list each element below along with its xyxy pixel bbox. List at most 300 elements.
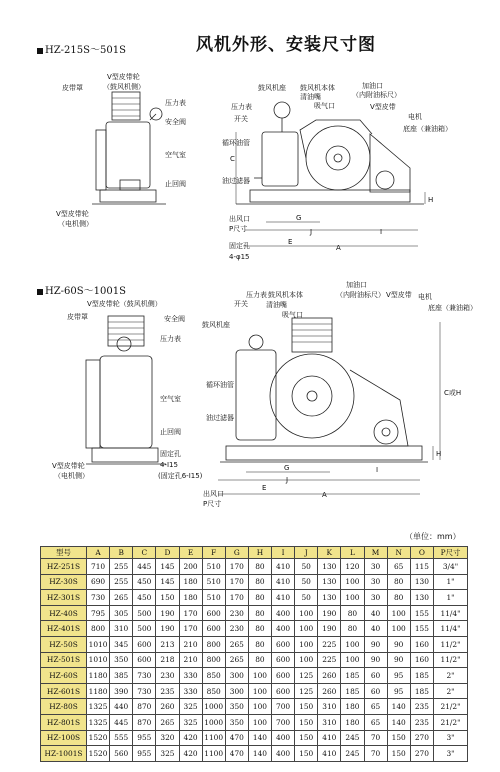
- label-belt-cover-1: 皮带罩: [62, 84, 83, 92]
- label-v-pulley-fan-side-1: （鼓风机侧）: [103, 83, 145, 91]
- label-v-pulley-fan-1: V型皮带轮: [107, 73, 140, 81]
- table-cell: 150: [156, 590, 179, 606]
- label-oil-fill-sub-2: （内附油标尺）: [336, 291, 385, 299]
- table-cell: 420: [179, 746, 202, 762]
- table-cell: 330: [179, 683, 202, 699]
- table-cell: 170: [225, 559, 248, 575]
- table-cell: 80: [248, 590, 271, 606]
- fan-housing: [306, 126, 370, 190]
- table-cell: 3/4": [434, 559, 468, 575]
- column-header: A: [87, 547, 110, 559]
- table-cell: 100: [341, 636, 364, 652]
- table-cell: 11/2": [434, 636, 468, 652]
- column-header: I: [272, 547, 295, 559]
- label-check-valve-1: 止回阀: [165, 180, 186, 188]
- belt-cover-shape-2: [86, 360, 100, 448]
- column-header: G: [225, 547, 248, 559]
- table-cell: 325: [179, 699, 202, 715]
- table-cell: 1520: [87, 730, 110, 746]
- label-outlet-1: 出风口: [229, 215, 250, 223]
- table-cell: 90: [387, 636, 410, 652]
- table-cell: 245: [341, 730, 364, 746]
- table-cell: 795: [87, 605, 110, 621]
- pressure-gauge-2-icon: [117, 337, 131, 351]
- section2-label-text: HZ-60S～1001S: [45, 286, 126, 297]
- table-cell: 410: [272, 559, 295, 575]
- table-cell: 500: [133, 605, 156, 621]
- table-cell: 30: [364, 559, 387, 575]
- table-row: [41, 746, 468, 762]
- table-cell: 955: [133, 746, 156, 762]
- filter-head-front-2: [292, 318, 332, 352]
- table-cell: 130: [410, 574, 433, 590]
- label-safety-valve-1: 安全阀: [165, 118, 186, 126]
- table-cell: 70: [364, 746, 387, 762]
- table-cell: 125: [295, 683, 318, 699]
- table-cell: 100: [248, 699, 271, 715]
- model-cell: HZ-251S: [41, 559, 87, 575]
- table-cell: 2": [434, 668, 468, 684]
- table-cell: 120: [341, 559, 364, 575]
- table-cell: 150: [387, 730, 410, 746]
- table-cell: 400: [272, 605, 295, 621]
- pressure-gauge-front-2-icon: [249, 335, 263, 349]
- table-cell: 200: [179, 559, 202, 575]
- table-cell: 600: [202, 605, 225, 621]
- table-cell: 80: [248, 559, 271, 575]
- label-v-belt-1: V型皮带: [370, 103, 396, 111]
- table-cell: 390: [110, 683, 133, 699]
- table-cell: 870: [133, 714, 156, 730]
- table-cell: 325: [179, 714, 202, 730]
- spec-table: [40, 546, 468, 762]
- drawing1-front-view: [236, 102, 425, 246]
- table-cell: 100: [387, 621, 410, 637]
- table-row: [41, 559, 468, 575]
- table-cell: 3": [434, 730, 468, 746]
- label-pressure-gauge-2: 压力表: [160, 335, 181, 343]
- table-cell: 170: [225, 590, 248, 606]
- table-cell: 400: [272, 621, 295, 637]
- table-cell: 555: [110, 730, 133, 746]
- table-cell: 690: [87, 574, 110, 590]
- dim-A-2: A: [322, 491, 327, 499]
- table-cell: 235: [410, 699, 433, 715]
- table-cell: 700: [272, 714, 295, 730]
- table-cell: 270: [410, 730, 433, 746]
- table-cell: 100: [341, 574, 364, 590]
- table-cell: 450: [133, 590, 156, 606]
- table-cell: 850: [202, 683, 225, 699]
- label-fan-body-2: 鼓风机本体: [268, 291, 303, 299]
- table-cell: 21/2": [434, 699, 468, 715]
- label-oil-cup-1: 清油嘴: [300, 93, 321, 101]
- table-cell: 11/4": [434, 621, 468, 637]
- label-belt-cover-2: 皮带罩: [67, 313, 88, 321]
- dim-J-2: J: [286, 476, 289, 484]
- table-cell: 100: [248, 683, 271, 699]
- dim-A-1: A: [336, 244, 341, 252]
- label-air-chamber-1: 空气室: [165, 151, 186, 159]
- table-cell: 80: [387, 590, 410, 606]
- label-fan-seat-2: 鼓风机座: [202, 321, 230, 329]
- table-cell: 90: [364, 636, 387, 652]
- table-row: [41, 714, 468, 730]
- label-oil-fill-1: 加油口: [362, 82, 383, 90]
- label-intake-2: 吸气口: [282, 311, 303, 319]
- table-cell: 11/2": [434, 652, 468, 668]
- table-cell: 40: [364, 621, 387, 637]
- table-cell: 100: [341, 590, 364, 606]
- table-cell: 385: [110, 668, 133, 684]
- model-cell: HZ-601S: [41, 683, 87, 699]
- table-cell: 400: [272, 746, 295, 762]
- table-cell: 600: [272, 636, 295, 652]
- table-cell: 115: [410, 559, 433, 575]
- table-cell: 510: [202, 574, 225, 590]
- table-cell: 850: [202, 668, 225, 684]
- motor-body: [370, 134, 410, 192]
- table-cell: 65: [387, 559, 410, 575]
- label-motor-2: 电机: [418, 293, 432, 301]
- table-cell: 730: [133, 683, 156, 699]
- table-cell: 190: [156, 621, 179, 637]
- label-pressure-gauge-1: 压力表: [165, 99, 186, 107]
- section1-label-text: HZ-215S～501S: [45, 45, 126, 56]
- table-cell: 265: [110, 590, 133, 606]
- base-block-2: [92, 448, 158, 462]
- table-cell: 345: [110, 636, 133, 652]
- table-cell: 730: [87, 590, 110, 606]
- table-cell: 185: [341, 683, 364, 699]
- table-cell: 410: [272, 574, 295, 590]
- spec-table-header-row: [41, 547, 468, 559]
- table-cell: 300: [225, 683, 248, 699]
- table-cell: 330: [179, 668, 202, 684]
- table-cell: 270: [410, 746, 433, 762]
- label-switch-2: 开关: [234, 300, 248, 308]
- table-cell: 1325: [87, 714, 110, 730]
- table-cell: 160: [410, 636, 433, 652]
- table-row: [41, 683, 468, 699]
- table-cell: 80: [248, 621, 271, 637]
- table-cell: 11/4": [434, 605, 468, 621]
- table-cell: 155: [410, 605, 433, 621]
- table-cell: 180: [341, 714, 364, 730]
- model-cell: HZ-30S: [41, 574, 87, 590]
- table-cell: 100: [295, 605, 318, 621]
- label-oil-fill-sub-1: （内附油标尺）: [352, 91, 401, 99]
- table-cell: 265: [225, 652, 248, 668]
- table-cell: 170: [179, 605, 202, 621]
- column-header: L: [341, 547, 364, 559]
- table-cell: 180: [179, 590, 202, 606]
- label-base-1: 底座（兼油箱）: [403, 125, 452, 133]
- table-cell: 190: [156, 605, 179, 621]
- label-outlet-2: 出风口: [203, 490, 224, 498]
- table-cell: 150: [387, 746, 410, 762]
- dim-H-2: H: [436, 450, 442, 458]
- label-pressure-gauge-front-2: 压力表: [246, 291, 267, 299]
- column-header: K: [318, 547, 341, 559]
- table-cell: 300: [225, 668, 248, 684]
- dim-G-1: G: [296, 214, 302, 222]
- table-cell: 1180: [87, 683, 110, 699]
- label-check-valve-2: 止回阀: [160, 428, 181, 436]
- table-cell: 185: [410, 668, 433, 684]
- table-cell: 150: [295, 714, 318, 730]
- table-cell: 21/2": [434, 714, 468, 730]
- table-cell: 470: [225, 730, 248, 746]
- table-cell: 1000: [202, 714, 225, 730]
- drawing2-front-view: [218, 318, 440, 494]
- model-cell: HZ-801S: [41, 714, 87, 730]
- table-cell: 260: [318, 668, 341, 684]
- table-cell: 65: [364, 714, 387, 730]
- table-cell: 95: [387, 668, 410, 684]
- table-cell: 80: [248, 636, 271, 652]
- table-cell: 1000: [202, 699, 225, 715]
- table-cell: 60: [364, 683, 387, 699]
- drawing2-side-view: [86, 316, 166, 464]
- table-cell: 450: [133, 574, 156, 590]
- table-cell: 225: [318, 636, 341, 652]
- table-cell: 1325: [87, 699, 110, 715]
- table-cell: 80: [341, 621, 364, 637]
- column-header: P尺寸: [434, 547, 468, 559]
- label-safety-valve-2: 安全阀: [164, 315, 185, 323]
- model-cell: HZ-60S: [41, 668, 87, 684]
- table-cell: 210: [179, 636, 202, 652]
- table-cell: 410: [318, 730, 341, 746]
- table-cell: 50: [295, 590, 318, 606]
- page-title: 风机外形、安装尺寸图: [196, 35, 376, 55]
- label-v-pulley-motor-1: V型皮带轮: [56, 210, 89, 218]
- model-cell: HZ-501S: [41, 652, 87, 668]
- table-cell: 50: [295, 559, 318, 575]
- label-fix-hole-2: 固定孔: [160, 450, 181, 458]
- table-cell: 1010: [87, 652, 110, 668]
- table-row: [41, 730, 468, 746]
- model-cell: HZ-401S: [41, 621, 87, 637]
- label-v-pulley-motor-side-1: （电机侧）: [58, 220, 93, 228]
- table-row: [41, 636, 468, 652]
- column-header: F: [202, 547, 225, 559]
- dim-I-2: I: [376, 466, 379, 474]
- table-cell: 710: [87, 559, 110, 575]
- table-cell: 260: [318, 683, 341, 699]
- label-oil-fill-2: 加油口: [346, 281, 367, 289]
- model-cell: HZ-80S: [41, 699, 87, 715]
- table-cell: 310: [318, 699, 341, 715]
- label-switch-1: 开关: [234, 115, 248, 123]
- spec-table-body: [41, 559, 468, 762]
- table-cell: 40: [364, 605, 387, 621]
- table-cell: 155: [410, 621, 433, 637]
- table-cell: 730: [133, 668, 156, 684]
- table-cell: 230: [225, 605, 248, 621]
- table-cell: 185: [410, 683, 433, 699]
- table-cell: 445: [133, 559, 156, 575]
- table-cell: 350: [110, 652, 133, 668]
- table-cell: 80: [248, 605, 271, 621]
- table-cell: 1010: [87, 636, 110, 652]
- table-cell: 30: [364, 574, 387, 590]
- table-cell: 350: [225, 699, 248, 715]
- table-cell: 600: [272, 652, 295, 668]
- dim-E-1: E: [288, 238, 293, 246]
- column-header: B: [110, 547, 133, 559]
- label-outlet-size-1: P尺寸: [229, 225, 248, 233]
- table-cell: 700: [272, 699, 295, 715]
- column-header: C: [133, 547, 156, 559]
- table-cell: 65: [364, 699, 387, 715]
- table-cell: 420: [179, 730, 202, 746]
- table-cell: 100: [248, 668, 271, 684]
- table-cell: 150: [295, 699, 318, 715]
- chamber-front: [262, 132, 298, 186]
- table-cell: 410: [318, 746, 341, 762]
- table-cell: 600: [202, 621, 225, 637]
- table-cell: 1": [434, 590, 468, 606]
- label-v-pulley-motor-side-2: （电机侧）: [54, 472, 89, 480]
- label-fan-body-1: 鼓风机本体: [300, 84, 335, 92]
- label-oil-pipe-1: 循环油管: [222, 139, 250, 147]
- label-fix-hole-alt-2: (固定孔6-I15): [158, 472, 203, 480]
- table-cell: 130: [318, 574, 341, 590]
- dim-H-1: H: [428, 196, 434, 204]
- model-cell: HZ-40S: [41, 605, 87, 621]
- label-oil-cup-2: 清油嘴: [266, 301, 287, 309]
- column-header: 型号: [41, 547, 87, 559]
- column-header: M: [364, 547, 387, 559]
- label-motor-1: 电机: [408, 113, 422, 121]
- table-cell: 90: [387, 652, 410, 668]
- table-cell: 100: [341, 652, 364, 668]
- table-cell: 510: [202, 559, 225, 575]
- dim-CH-2: C或H: [444, 389, 462, 397]
- air-chamber-body: [106, 122, 150, 188]
- table-cell: 80: [387, 574, 410, 590]
- table-cell: 218: [156, 652, 179, 668]
- table-cell: 1100: [202, 730, 225, 746]
- drawing1-side-view: [92, 92, 166, 204]
- table-cell: 100: [248, 714, 271, 730]
- table-cell: 140: [387, 699, 410, 715]
- table-cell: 90: [364, 652, 387, 668]
- table-cell: 150: [295, 730, 318, 746]
- table-cell: 100: [295, 621, 318, 637]
- table-cell: 145: [156, 574, 179, 590]
- table-cell: 230: [225, 621, 248, 637]
- table-cell: 600: [272, 683, 295, 699]
- belt-cover-shape: [96, 130, 106, 190]
- table-cell: 80: [341, 605, 364, 621]
- base-tank-2: [226, 446, 422, 460]
- table-cell: 125: [295, 668, 318, 684]
- table-cell: 260: [156, 699, 179, 715]
- dim-I-1: I: [380, 228, 383, 236]
- unit-note: （单位：mm）: [405, 532, 461, 541]
- table-cell: 130: [410, 590, 433, 606]
- column-header: D: [156, 547, 179, 559]
- table-cell: 870: [133, 699, 156, 715]
- model-cell: HZ-301S: [41, 590, 87, 606]
- base-block: [100, 190, 156, 202]
- filter-head-2: [108, 316, 144, 346]
- table-cell: 955: [133, 730, 156, 746]
- table-row: [41, 574, 468, 590]
- table-cell: 80: [248, 574, 271, 590]
- table-cell: 410: [272, 590, 295, 606]
- model-cell: HZ-50S: [41, 636, 87, 652]
- table-cell: 190: [318, 605, 341, 621]
- label-base-2: 底座（兼油箱）: [428, 304, 477, 312]
- table-cell: 213: [156, 636, 179, 652]
- label-v-belt-2: V型皮带: [386, 291, 412, 299]
- table-cell: 160: [410, 652, 433, 668]
- table-cell: 255: [110, 574, 133, 590]
- label-outlet-size-2: P尺寸: [203, 500, 222, 508]
- table-cell: 1180: [87, 668, 110, 684]
- table-cell: 225: [318, 652, 341, 668]
- label-pressure-gauge-front-1: 压力表: [231, 103, 252, 111]
- label-oil-pipe-2: 循环油管: [206, 381, 234, 389]
- table-cell: 235: [410, 714, 433, 730]
- table-cell: 180: [341, 699, 364, 715]
- table-cell: 310: [318, 714, 341, 730]
- table-row: [41, 590, 468, 606]
- fan-housing-2: [270, 354, 354, 438]
- table-cell: 325: [156, 746, 179, 762]
- table-cell: 100: [295, 636, 318, 652]
- column-header: O: [410, 547, 433, 559]
- label-oil-filter-1: 油过滤器: [222, 177, 250, 185]
- label-v-pulley-motor-2: V型皮带轮: [52, 462, 85, 470]
- table-cell: 170: [225, 574, 248, 590]
- table-cell: 235: [156, 683, 179, 699]
- table-cell: 510: [202, 590, 225, 606]
- table-cell: 80: [248, 652, 271, 668]
- table-row: [41, 605, 468, 621]
- table-cell: 350: [225, 714, 248, 730]
- table-cell: 310: [110, 621, 133, 637]
- table-cell: 560: [110, 746, 133, 762]
- label-fix-hole-1: 固定孔: [229, 242, 250, 250]
- table-cell: 600: [133, 636, 156, 652]
- table-cell: 2": [434, 683, 468, 699]
- label-air-chamber-2: 空气室: [160, 395, 181, 403]
- table-cell: 800: [202, 652, 225, 668]
- table-cell: 470: [225, 746, 248, 762]
- table-row: [41, 652, 468, 668]
- table-cell: 140: [248, 730, 271, 746]
- dim-G-2: G: [284, 464, 290, 472]
- table-cell: 500: [133, 621, 156, 637]
- table-cell: 60: [364, 668, 387, 684]
- table-cell: 145: [156, 559, 179, 575]
- table-cell: 95: [387, 683, 410, 699]
- table-cell: 180: [179, 574, 202, 590]
- table-row: [41, 668, 468, 684]
- label-oil-filter-2: 油过滤器: [206, 414, 234, 422]
- table-row: [41, 621, 468, 637]
- table-cell: 30: [364, 590, 387, 606]
- table-cell: 1": [434, 574, 468, 590]
- table-cell: 3": [434, 746, 468, 762]
- table-cell: 170: [179, 621, 202, 637]
- table-row: [41, 699, 468, 715]
